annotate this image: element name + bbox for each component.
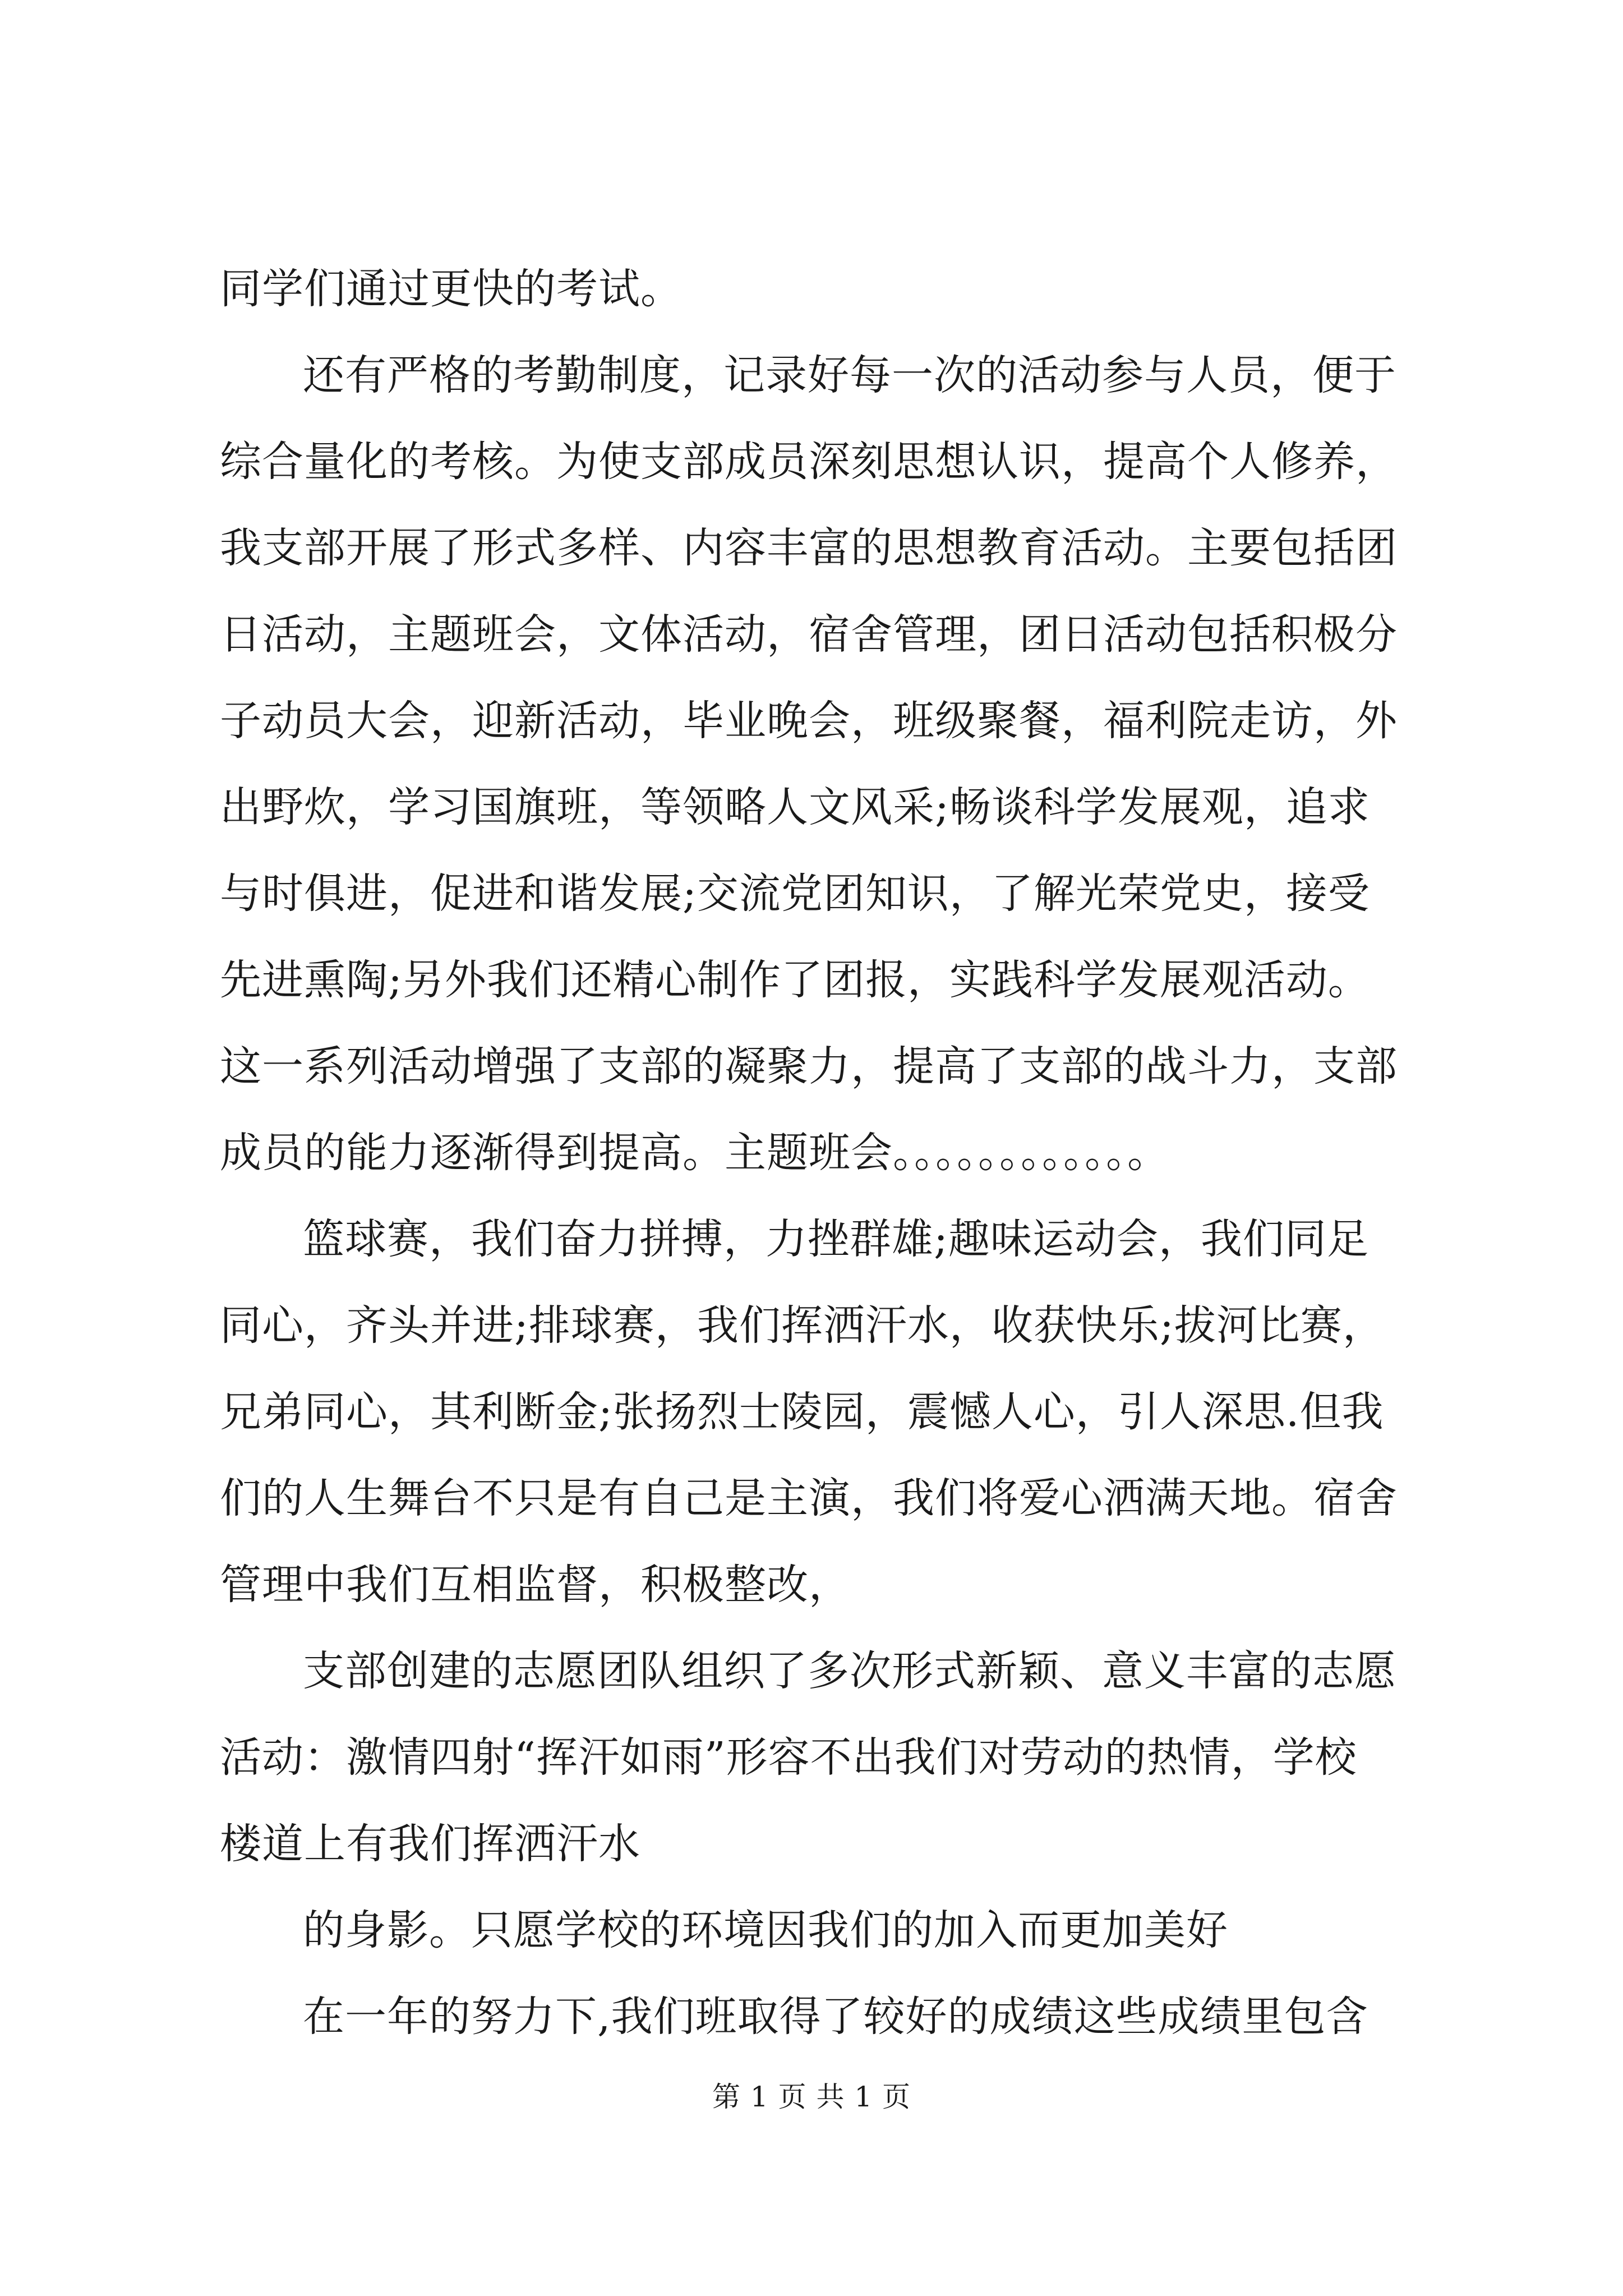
text-line: 同学们通过更快的考试。 <box>220 265 683 313</box>
text-line: 子动员大会，迎新活动，毕业晚会，班级聚餐，福利院走访，外 <box>220 697 1398 745</box>
text-line: 管理中我们互相监督，积极整改， <box>220 1561 851 1609</box>
page-footer <box>0 2074 1623 2115</box>
text-line: 成员的能力逐渐得到提高。主题班会。。。。。。。。。。。。 <box>220 1129 1169 1177</box>
text-line: 这一系列活动增强了支部的凝聚力，提高了支部的战斗力，支部 <box>220 1042 1398 1091</box>
text-line: 综合量化的考核。为使支部成员深刻思想认识，提高个人修养， <box>220 438 1398 486</box>
text-line: 兄弟同心，其利断金;张扬烈士陵园，震憾人心，引人深思.但我 <box>220 1388 1384 1436</box>
text-line: 们的人生舞台不只是有自己是主演，我们将爱心洒满天地。宿舍 <box>220 1474 1398 1522</box>
text-line: 篮球赛，我们奋力拼搏，力挫群雄;趣味运动会，我们同足 <box>303 1215 1369 1263</box>
text-line: 楼道上有我们挥洒汗水 <box>220 1820 640 1868</box>
text-line: 先进熏陶;另外我们还精心制作了团报，实践科学发展观活动。 <box>220 956 1370 1004</box>
page-number: 第 1 页 共 1 页 <box>712 2081 911 2113</box>
text-line: 同心，齐头并进;排球赛，我们挥洒汗水，收获快乐;拔河比赛， <box>220 1301 1385 1350</box>
document-body <box>220 246 1426 2060</box>
text-line: 日活动，主题班会，文体活动，宿舍管理，团日活动包括积极分 <box>220 610 1398 659</box>
text-line: 的身影。只愿学校的环境因我们的加入而更加美好 <box>303 1906 1228 1954</box>
text-line: 支部创建的志愿团队组织了多次形式新颖、意义丰富的志愿 <box>303 1647 1396 1695</box>
text-line: 还有严格的考勤制度，记录好每一次的活动参与人员，便于 <box>303 351 1396 399</box>
text-line: 与时俱进，促进和谐发展;交流党团知识，了解光荣党史，接受 <box>220 869 1370 918</box>
text-line: 我支部开展了形式多样、内容丰富的思想教育活动。主要包括团 <box>220 524 1398 572</box>
text-line: 活动：激情四射“挥汗如雨”形容不出我们对劳动的热情，学校 <box>220 1733 1357 1782</box>
text-line: 在一年的努力下,我们班取得了较好的成绩这些成绩里包含 <box>303 1993 1368 2041</box>
text-line: 出野炊，学习国旗班，等领略人文风采;畅谈科学发展观，追求 <box>220 783 1370 831</box>
